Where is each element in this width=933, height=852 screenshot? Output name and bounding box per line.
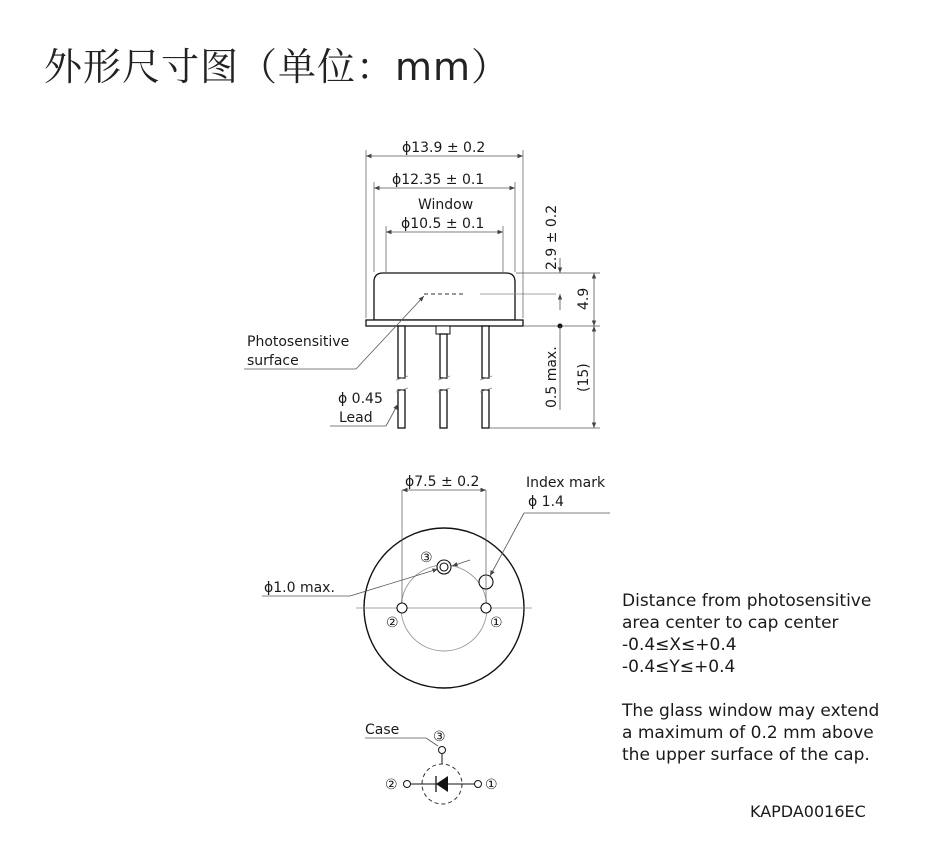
note-line: area center to cap center <box>622 613 839 633</box>
schematic <box>365 722 498 804</box>
notes <box>622 590 879 766</box>
photosensitive-label-1: Photosensitive <box>247 334 350 350</box>
bottom-view <box>262 474 610 688</box>
dim-cap-height: 2.9 ± 0.2 <box>544 204 560 270</box>
lead-2 <box>398 326 405 378</box>
lead-1-lower <box>482 390 489 428</box>
note-line: -0.4≤X≤+0.4 <box>622 635 737 655</box>
case-label: Case <box>365 722 400 738</box>
schematic-pin-1: ① <box>485 777 498 793</box>
window-label: Window <box>418 197 474 213</box>
cap-body <box>374 273 515 320</box>
lead-label: Lead <box>339 410 373 426</box>
lead-3 <box>440 334 447 378</box>
dim-flange-max: 0.5 max. <box>544 346 560 408</box>
center-stub <box>436 326 450 334</box>
index-mark-label: Index mark <box>526 475 606 491</box>
schematic-pin-2: ② <box>385 777 398 793</box>
dim-lead-length: (15) <box>576 363 592 392</box>
dim-total-height: 4.9 <box>576 287 592 310</box>
drawing-code: KAPDA0016EC <box>750 802 866 821</box>
note-line: a maximum of 0.2 mm above <box>622 723 874 743</box>
pin-diameter-label: ϕ1.0 max. <box>264 580 335 596</box>
lead-1 <box>482 326 489 378</box>
pin-1 <box>481 603 491 613</box>
dim-cap-diameter: ϕ12.35 ± 0.1 <box>392 172 485 188</box>
lead-3-lower <box>440 390 447 428</box>
note-line: the upper surface of the cap. <box>622 745 870 765</box>
note-line: The glass window may extend <box>622 701 880 721</box>
photosensitive-label-2: surface <box>247 353 299 369</box>
schematic-pin-3: ③ <box>433 729 446 745</box>
dim-outer-diameter: ϕ13.9 ± 0.2 <box>402 140 486 156</box>
page-title: 外形尺寸图（单位：mm） <box>44 45 511 89</box>
lead-2-lower <box>398 390 405 428</box>
lead-diameter-label: ϕ 0.45 <box>338 391 383 407</box>
diode-icon <box>436 776 448 792</box>
pin-3-number: ③ <box>420 550 433 566</box>
pin-2 <box>397 603 407 613</box>
pin-2-number: ② <box>386 615 399 631</box>
side-view <box>244 140 600 428</box>
note-spacer <box>622 678 879 700</box>
note-line: Distance from photosensitive <box>622 591 872 611</box>
index-mark-diameter: ϕ 1.4 <box>528 494 564 510</box>
pin-3 <box>440 563 448 571</box>
dim-window-diameter: ϕ10.5 ± 0.1 <box>401 216 485 232</box>
flange <box>366 320 523 326</box>
pin-1-number: ① <box>490 615 503 631</box>
note-line: -0.4≤Y≤+0.4 <box>622 657 736 677</box>
dim-pin-circle: ϕ7.5 ± 0.2 <box>405 474 480 490</box>
